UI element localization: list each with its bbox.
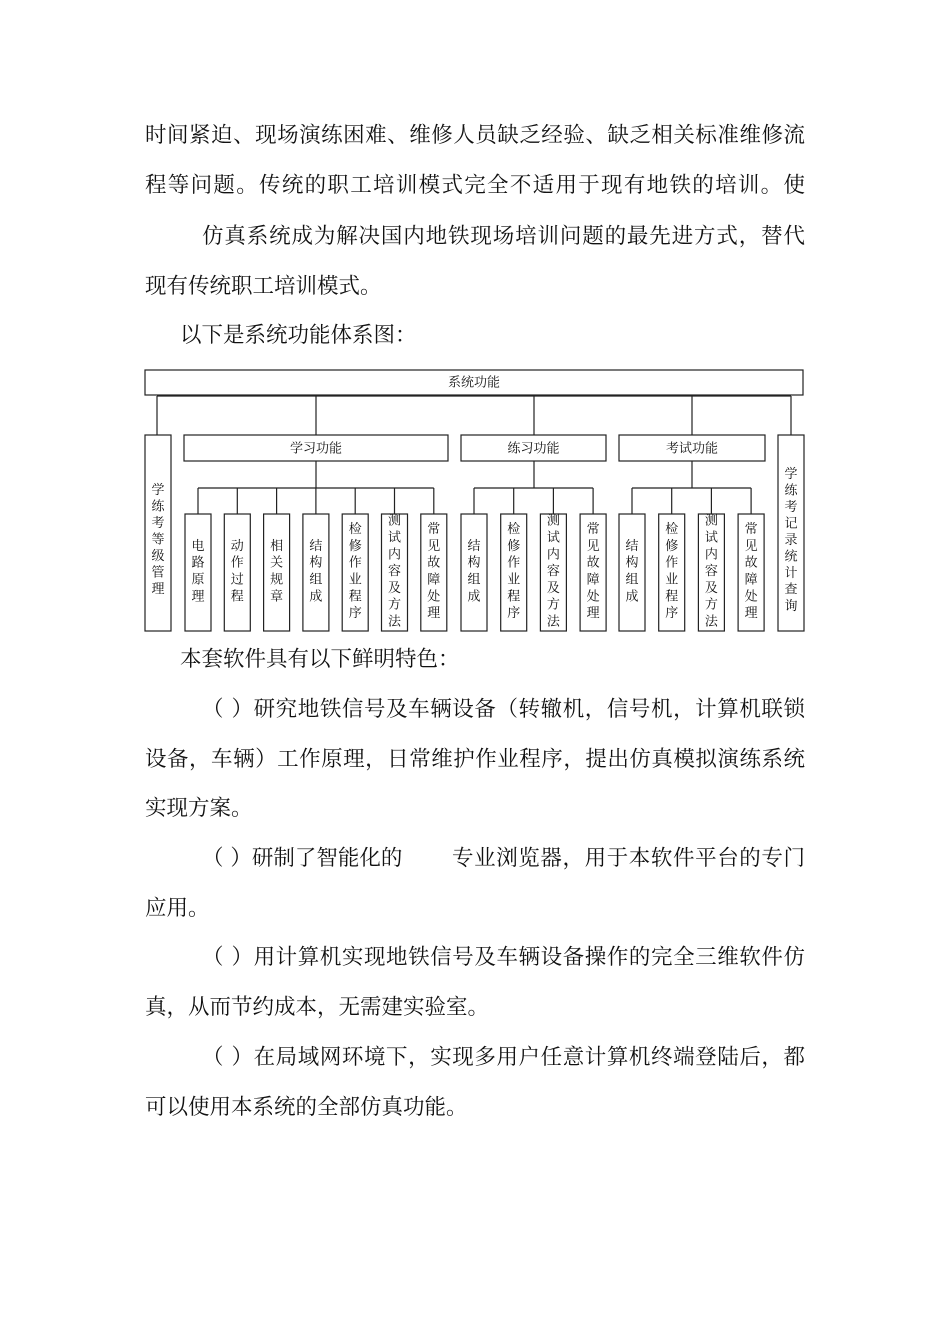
diagram-char: 处 <box>427 589 441 605</box>
diagram-char: 法 <box>387 614 402 630</box>
diagram-char: 及 <box>704 580 718 596</box>
diagram-char: 章 <box>270 589 284 605</box>
diagram-char: 容 <box>546 564 560 580</box>
diagram-char: 及 <box>546 580 560 596</box>
group-1-item-2-label <box>547 514 561 630</box>
diagram-char: 记 <box>784 516 798 532</box>
diagram-char: 组 <box>309 572 323 588</box>
diagram-char: 组 <box>467 572 481 588</box>
diagram-char: 程 <box>348 589 362 605</box>
diagram-char: 学 <box>784 467 798 482</box>
group-2-item-2-label <box>705 514 719 630</box>
diagram-char: 理 <box>586 606 600 622</box>
diagram-char: 测 <box>704 513 718 529</box>
diagram-char: 作 <box>230 555 244 571</box>
diagram-char: 见 <box>744 538 758 554</box>
diagram-char: 试 <box>387 530 402 546</box>
diagram-char: 修 <box>665 538 679 554</box>
features-intro: 本套软件具有以下鲜明特色： <box>180 647 460 672</box>
diagram-char: 法 <box>546 614 560 630</box>
diagram-char: 试 <box>546 530 560 546</box>
diagram-char: 处 <box>744 589 758 605</box>
diagram-char: 方 <box>704 597 718 613</box>
diagram-char: 组 <box>625 572 639 588</box>
paragraph-1-line-2: 程等问题。传统的职工培训模式完全不适用于现有地铁的培训。使 <box>145 173 805 198</box>
diagram-char: 练 <box>151 499 165 515</box>
diagram-char: 作 <box>665 555 679 571</box>
group-0-label: 学习功能 <box>289 441 343 457</box>
diagram-char: 业 <box>665 572 679 588</box>
feature-3-line-1: （ ）用计算机实现地铁信号及车辆设备操作的完全三维软件仿 <box>202 945 805 970</box>
feature-2-line-1b: 专业浏览器，用于本软件平台的专门 <box>452 846 805 871</box>
paragraph-2-line-1: 仿真系统成为解决国内地铁现场培训问题的最先进方式，替代 <box>202 224 805 249</box>
diagram-char: 测 <box>546 513 560 529</box>
diagram-char: 检 <box>507 522 521 538</box>
diagram-char: 理 <box>191 589 205 605</box>
diagram-char: 管 <box>151 565 165 581</box>
diagram-char: 统 <box>784 549 798 565</box>
diagram-char: 处 <box>586 589 600 605</box>
side-left-label <box>151 483 165 597</box>
diagram-char: 电 <box>191 538 205 554</box>
diagram-char: 序 <box>665 606 679 622</box>
side-right-label <box>784 467 798 614</box>
diagram-char: 成 <box>309 589 323 605</box>
diagram-char: 询 <box>784 599 798 614</box>
diagram-char: 方 <box>387 597 402 613</box>
diagram-char: 方 <box>546 597 560 613</box>
diagram-char: 级 <box>151 549 165 564</box>
diagram-char: 查 <box>784 582 798 598</box>
diagram-char: 测 <box>387 513 402 529</box>
root-label: 系统功能 <box>447 375 501 391</box>
diagram-char: 见 <box>427 538 441 554</box>
diagram-char: 结 <box>467 538 481 554</box>
diagram-char: 障 <box>427 572 441 588</box>
feature-2-line-2: 应用。 <box>145 896 210 921</box>
diagram-char: 构 <box>467 555 481 571</box>
feature-1-line-2: 设备，车辆）工作原理，日常维护作业程序，提出仿真模拟演练系统 <box>145 747 805 772</box>
feature-1-line-3: 实现方案。 <box>145 796 253 821</box>
diagram-char: 程 <box>230 589 244 605</box>
diagram-char: 容 <box>387 564 402 580</box>
diagram-char: 业 <box>507 572 521 588</box>
diagram-char: 序 <box>348 606 362 622</box>
diagram-char: 结 <box>309 538 323 554</box>
group-1-label: 练习功能 <box>507 441 560 457</box>
diagram-char: 业 <box>348 572 362 588</box>
paragraph-2-line-2: 现有传统职工培训模式。 <box>145 274 382 299</box>
diagram-char: 程 <box>507 589 521 605</box>
diagram-char: 考 <box>151 516 165 531</box>
diagram-char: 计 <box>784 566 798 581</box>
diagram-char: 理 <box>744 606 758 622</box>
diagram-char: 关 <box>270 555 284 571</box>
feature-4-line-2: 可以使用本系统的全部仿真功能。 <box>145 1095 468 1120</box>
diagram-char: 作 <box>507 555 521 571</box>
diagram-char: 故 <box>744 555 758 571</box>
group-0-item-5-label <box>388 514 402 630</box>
diagram-char: 录 <box>784 533 798 548</box>
diagram-char: 理 <box>427 606 441 622</box>
diagram-char: 原 <box>191 572 205 588</box>
diagram-char: 构 <box>309 555 323 571</box>
diagram-char: 修 <box>507 538 521 554</box>
diagram-char: 学 <box>151 483 165 498</box>
diagram-char: 练 <box>784 483 798 499</box>
diagram-char: 等 <box>151 532 165 548</box>
diagram-char: 常 <box>586 522 600 538</box>
diagram-char: 程 <box>665 589 679 605</box>
diagram-char: 及 <box>387 580 402 596</box>
diagram-char: 检 <box>348 522 362 538</box>
diagram-char: 结 <box>625 538 639 554</box>
diagram-char: 动 <box>230 538 244 554</box>
diagram-char: 作 <box>348 555 362 571</box>
diagram-char: 故 <box>427 555 441 571</box>
diagram-char: 成 <box>625 589 639 605</box>
diagram-char: 序 <box>507 606 521 622</box>
diagram-char: 见 <box>586 538 600 554</box>
group-2-label: 考试功能 <box>665 441 719 457</box>
diagram-char: 障 <box>744 572 758 588</box>
feature-4-line-1: （ ）在局域网环境下，实现多用户任意计算机终端登陆后，都 <box>202 1045 805 1070</box>
diagram-char: 检 <box>665 522 679 538</box>
diagram-char: 修 <box>348 538 362 554</box>
feature-2-line-1a: （ ）研制了智能化的 <box>202 846 403 871</box>
diagram-char: 法 <box>704 614 718 630</box>
diagram-char: 容 <box>704 564 718 580</box>
diagram-char: 成 <box>467 589 481 605</box>
diagram-intro: 以下是系统功能体系图： <box>180 323 417 348</box>
feature-3-line-2: 真，从而节约成本，无需建实验室。 <box>145 995 490 1020</box>
diagram-char: 试 <box>704 530 718 546</box>
diagram-char: 障 <box>586 572 600 588</box>
diagram-char: 内 <box>387 547 402 563</box>
feature-1-line-1: （ ）研究地铁信号及车辆设备（转辙机，信号机，计算机联锁 <box>202 697 805 722</box>
diagram-char: 内 <box>704 547 718 563</box>
paragraph-1-line-1: 时间紧迫、现场演练困难、维修人员缺乏经验、缺乏相关标准维修流 <box>145 123 805 148</box>
diagram-char: 路 <box>191 555 205 571</box>
diagram-char: 内 <box>546 547 560 563</box>
diagram-char: 构 <box>625 555 639 571</box>
diagram-char: 常 <box>744 522 758 538</box>
diagram-char: 考 <box>784 500 798 515</box>
diagram-char: 故 <box>586 555 600 571</box>
diagram-char: 常 <box>427 522 441 538</box>
diagram-char: 相 <box>270 538 284 554</box>
diagram-char: 过 <box>230 572 244 588</box>
diagram-char: 规 <box>270 572 284 588</box>
diagram-char: 理 <box>151 582 165 597</box>
